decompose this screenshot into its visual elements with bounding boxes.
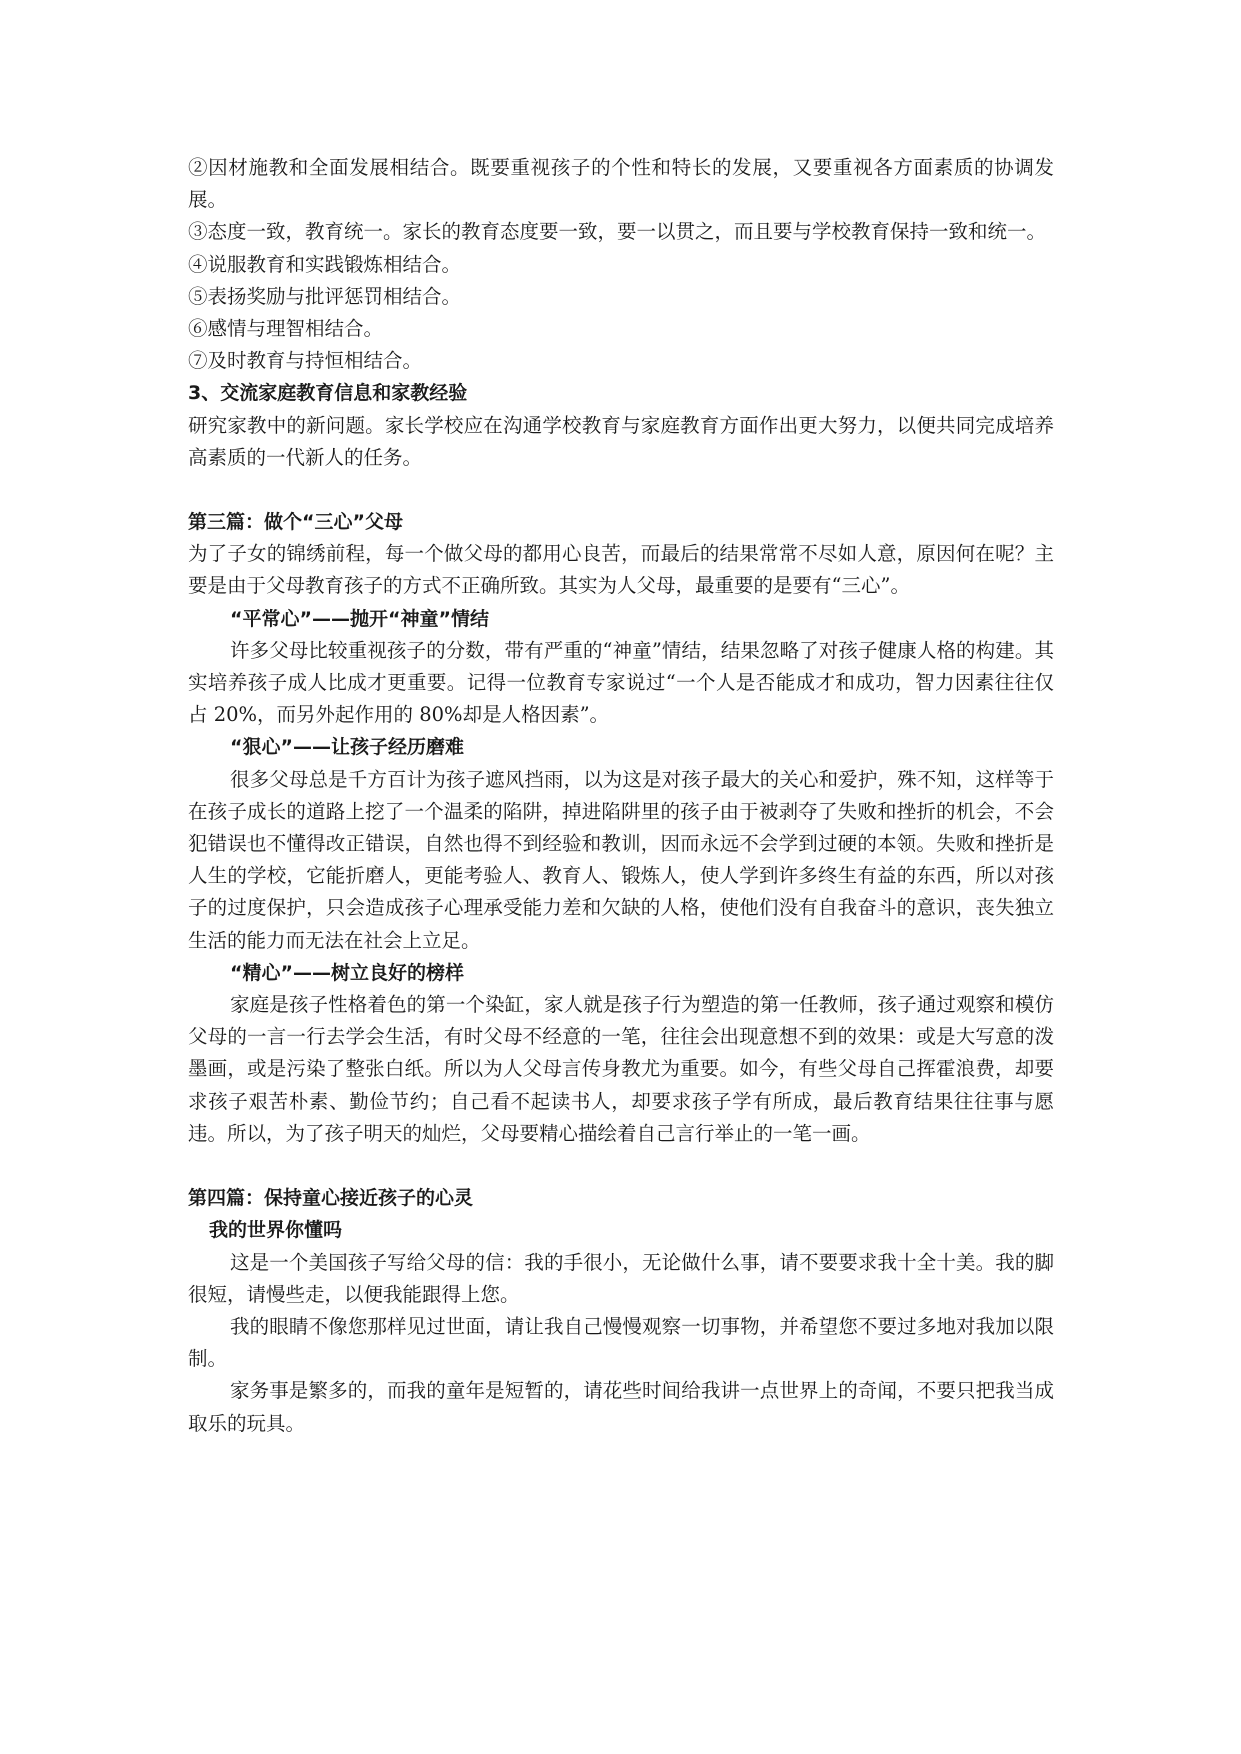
chapter-title: 第三篇：做个“三心”父母 [188,511,403,534]
chapter-subtitle: 我的世界你懂吗 [209,1219,343,1242]
spacer [188,1150,1054,1182]
paragraph: 家庭是孩子性格着色的第一个染缸，家人就是孩子行为塑造的第一任教师，孩子通过观察和模仿父母的一言一行去学会生活，有时父母不经意的一笔，往往会出现意想不到的效果：或是大写意的泼墨画，或是污染了整张白纸。所以为人父母言传身教尤为重要。如今，有些父母自己挥霍浪费，却要求孩子艰苦朴素、勤俭节约；自己看不起读书人，却要求孩子学有所成，最后教育结果往往事与愿违。所以，为了孩子明天的灿烂，父母要精心描绘着自己言行举止的一笔一画。 [188,993,1054,1145]
subsection-heading: “狠心”——让孩子经历磨难 [230,736,464,759]
section-heading: 3、交流家庭教育信息和家教经验 [188,382,468,405]
list-item-7: ⑦及时教育与持恒相结合。 [188,349,423,373]
paragraph: 这是一个美国孩子写给父母的信：我的手很小，无论做什么事，请不要要求我十全十美。我的脚很短，请慢些走，以便我能跟得上您。 [188,1250,1054,1306]
chapter-title: 第四篇：保持童心接近孩子的心灵 [188,1187,474,1210]
list-item-4: ④说服教育和实践锻炼相结合。 [188,252,462,276]
paragraph: 我的眼睛不像您那样见过世面，请让我自己慢慢观察一切事物，并希望您不要过多地对我加以限制。 [188,1314,1054,1371]
spacer [188,474,1054,506]
document-page [188,152,1054,1440]
list-item-6: ⑥感情与理智相结合。 [188,317,384,341]
section-paragraph: 研究家教中的新问题。家长学校应在沟通学校教育与家庭教育方面作出更大努力，以便共同完成培养高素质的一代新人的任务。 [188,413,1054,469]
subsection-heading: “精心”——树立良好的榜样 [230,961,464,984]
list-item-2: ②因材施教和全面发展相结合。既要重视孩子的个性和特长的发展，又要重视各方面素质的协调发展。 [188,156,1054,212]
chapter-intro: 为了子女的锦绣前程，每一个做父母的都用心良苦，而最后的结果常常不尽如人意，原因何在呢？主要是由于父母教育孩子的方式不正确所致。其实为人父母，最重要的是要有“三心”。 [188,542,1054,598]
list-item-5: ⑤表扬奖励与批评惩罚相结合。 [188,284,462,308]
subsection-heading: “平常心”——抛开“神童”情结 [230,607,489,630]
paragraph: 很多父母总是千方百计为孩子遮风挡雨，以为这是对孩子最大的关心和爱护，殊不知，这样等于在孩子成长的道路上挖了一个温柔的陷阱，掉进陷阱里的孩子由于被剥夺了失败和挫折的机会，不会犯错误也不懂得改正错误，自然也得不到经验和教训，因而永远不会学到过硬的本领。失败和挫折是人生的学校，它能折磨人，更能考验人、教育人、锻炼人，使人学到许多终生有益的东西，所以对孩子的过度保护，只会造成孩子心理承受能力差和欠缺的人格，使他们没有自我奋斗的意识，丧失独立生活的能力而无法在社会上立足。 [188,767,1054,952]
list-item-3: ③态度一致，教育统一。家长的教育态度要一致，要一以贯之，而且要与学校教育保持一致和统一。 [188,220,1047,244]
paragraph: 许多父母比较重视孩子的分数，带有严重的“神童”情结，结果忽略了对孩子健康人格的构建。其实培养孩子成人比成才更重要。记得一位教育专家说过“一个人是否能成才和成功，智力因素往往仅占 20%，而另外起作用的 80%却是人格因素”。 [188,638,1054,727]
paragraph: 家务事是繁多的，而我的童年是短暂的，请花些时间给我讲一点世界上的奇闻，不要只把我当成取乐的玩具。 [188,1379,1054,1435]
